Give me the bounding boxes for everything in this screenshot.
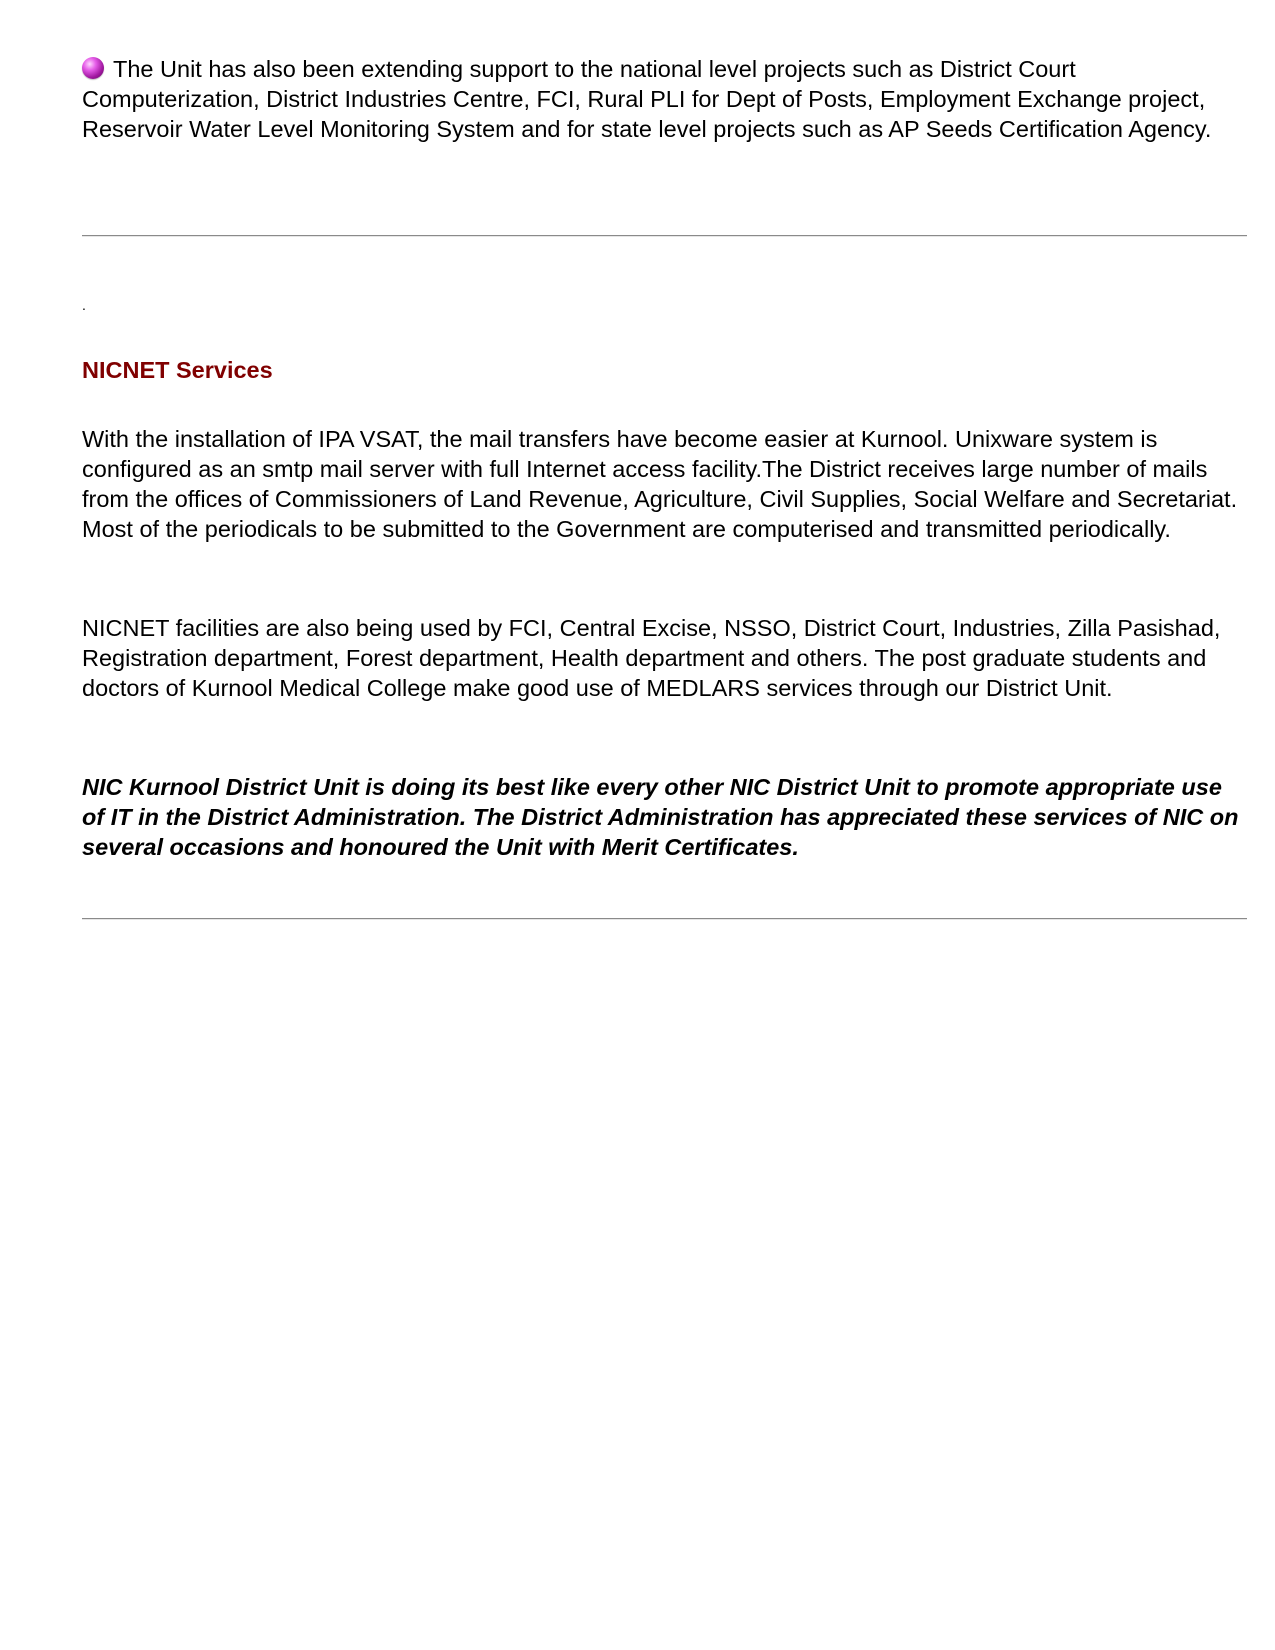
nicnet-paragraph-1: With the installation of IPA VSAT, the mail transfers have become easier at Kurnool. Unixware system is configured as an smtp mail server with full Internet access facility.The District receives large number of mails from the offices of Commissioners of Land Revenue, Agriculture, Civil Supplies, Social Welfare and Secretariat. Most of the periodicals to be submitted to the Government are computerised and transmitted periodically. xyxy=(82,426,1238,542)
closing-statement: NIC Kurnool District Unit is doing its best like every other NIC District Unit to promote appropriate use of IT in the District Administration. The District Administration has appreciated these services of NIC on several occasions and honoured the Unit with Merit Certificates. xyxy=(82,774,1239,860)
nicnet-paragraph-2: NICNET facilities are also being used by FCI, Central Excise, NSSO, District Court, Industries, Zilla Pasishad, Registration department, Forest department, Health department and others. The post graduate students and doctors of Kurnool Medical College make good use of MEDLARS services through our District Unit. xyxy=(82,615,1221,701)
purple-orb-bullet-icon xyxy=(82,57,104,79)
intro-paragraph xyxy=(82,54,1247,144)
horizontal-rule-bottom xyxy=(82,918,1247,920)
separator-dot: . xyxy=(82,297,86,313)
intro-text: The Unit has also been extending support to the national level projects such as District Court Computerization, District Industries Centre, FCI, Rural PLI for Dept of Posts, Employment Exchange project, Reservoir Water Level Monitoring System and for state level projects such as AP Seeds Certification Agency. xyxy=(82,56,1212,142)
section-heading: NICNET Services xyxy=(82,357,273,383)
horizontal-rule-top xyxy=(82,235,1247,237)
